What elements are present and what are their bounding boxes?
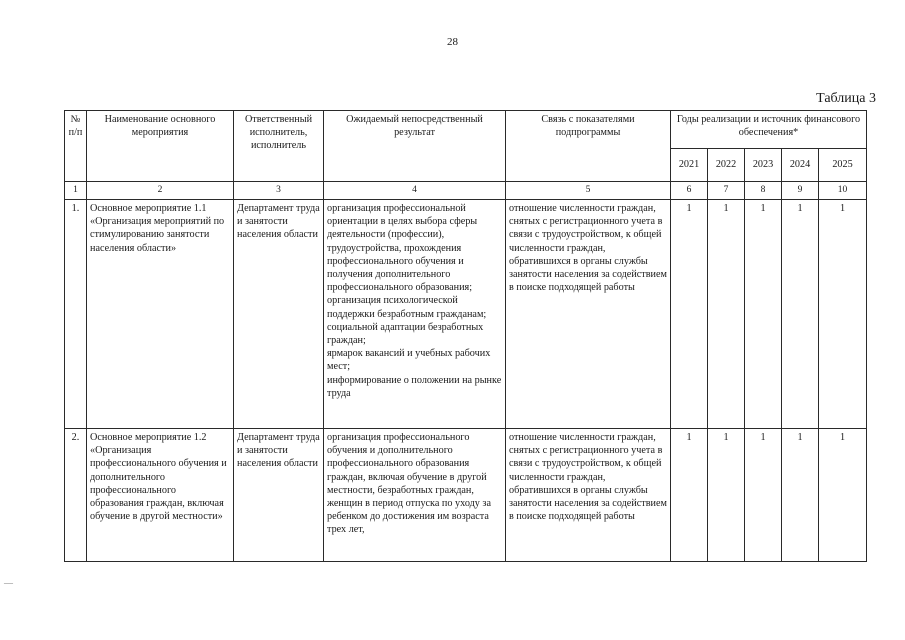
column-number: 2	[87, 182, 234, 200]
column-number: 6	[671, 182, 708, 200]
header-result: Ожидаемый непосредственный результат	[324, 111, 506, 182]
row-year-value: 1	[671, 429, 708, 562]
row-measure-name: Основное мероприятие 1.2 «Организация профессионального обучения и дополнительного профессионального образования граждан, включая обучение в другой местности»	[87, 429, 234, 562]
row-year-value: 1	[782, 429, 819, 562]
header-link: Связь с показателями подпрограммы	[506, 111, 671, 182]
measures-table-container	[64, 110, 867, 562]
row-expected-result: организация профессионального обучения и дополнительного профессионального образования граждан, включая обучение в другой местности, безработных граждан, женщин в период отпуска по уходу за ребенком до достижения им возраста трех лет,	[324, 429, 506, 562]
row-measure-name: Основное мероприятие 1.1 «Организация мероприятий по стимулированию занятости населения области»	[87, 200, 234, 429]
row-executor: Департамент труда и занятости населения области	[234, 429, 324, 562]
column-number: 9	[782, 182, 819, 200]
row-indicator-link: отношение численности граждан, снятых с регистрационного учета в связи с трудоустройством, к общей численности граждан, обратившихся в органы службы занятости населения за содействием в поиске подходящей работы	[506, 429, 671, 562]
header-year-2024: 2024	[782, 149, 819, 182]
row-year-value: 1	[708, 429, 745, 562]
header-year-2021: 2021	[671, 149, 708, 182]
row-num: 1.	[65, 200, 87, 429]
column-number: 3	[234, 182, 324, 200]
header-name: Наименование основного мероприятия	[87, 111, 234, 182]
header-row	[65, 111, 867, 149]
column-number: 10	[819, 182, 867, 200]
margin-mark: —	[4, 578, 13, 588]
header-num: № п/п	[65, 111, 87, 182]
table-caption: Таблица 3	[816, 91, 876, 106]
table-row	[65, 429, 867, 562]
header-year-2022: 2022	[708, 149, 745, 182]
row-year-value: 1	[819, 200, 867, 429]
row-executor: Департамент труда и занятости населения области	[234, 200, 324, 429]
header-year-2025: 2025	[819, 149, 867, 182]
column-number: 4	[324, 182, 506, 200]
header-years-group: Годы реализации и источник финансового обеспечения*	[671, 111, 867, 149]
measures-table	[64, 110, 867, 562]
row-num: 2.	[65, 429, 87, 562]
column-number: 7	[708, 182, 745, 200]
column-numbers-row	[65, 182, 867, 200]
row-year-value: 1	[819, 429, 867, 562]
column-number: 5	[506, 182, 671, 200]
row-expected-result: организация профессиональной ориентации в целях выбора сферы деятельности (профессии), трудоустройства, прохождения профессионального обучения и получения дополнительного профессионального образования; организация психологической поддержки безработным гражданам; социальной адаптации безработных граждан; ярмарок вакансий и учебных рабочих мест; информирование о положении на рынке труда	[324, 200, 506, 429]
header-year-2023: 2023	[745, 149, 782, 182]
column-number: 1	[65, 182, 87, 200]
column-number: 8	[745, 182, 782, 200]
page-number: 28	[447, 36, 458, 48]
row-year-value: 1	[708, 200, 745, 429]
header-executor: Ответственный исполнитель, исполнитель	[234, 111, 324, 182]
table-row	[65, 200, 867, 429]
row-year-value: 1	[782, 200, 819, 429]
row-year-value: 1	[671, 200, 708, 429]
row-year-value: 1	[745, 200, 782, 429]
row-year-value: 1	[745, 429, 782, 562]
row-indicator-link: отношение численности граждан, снятых с регистрационного учета в связи с трудоустройством, к общей численности граждан, обратившихся в органы службы занятости населения за содействием в поиске подходящей работы	[506, 200, 671, 429]
